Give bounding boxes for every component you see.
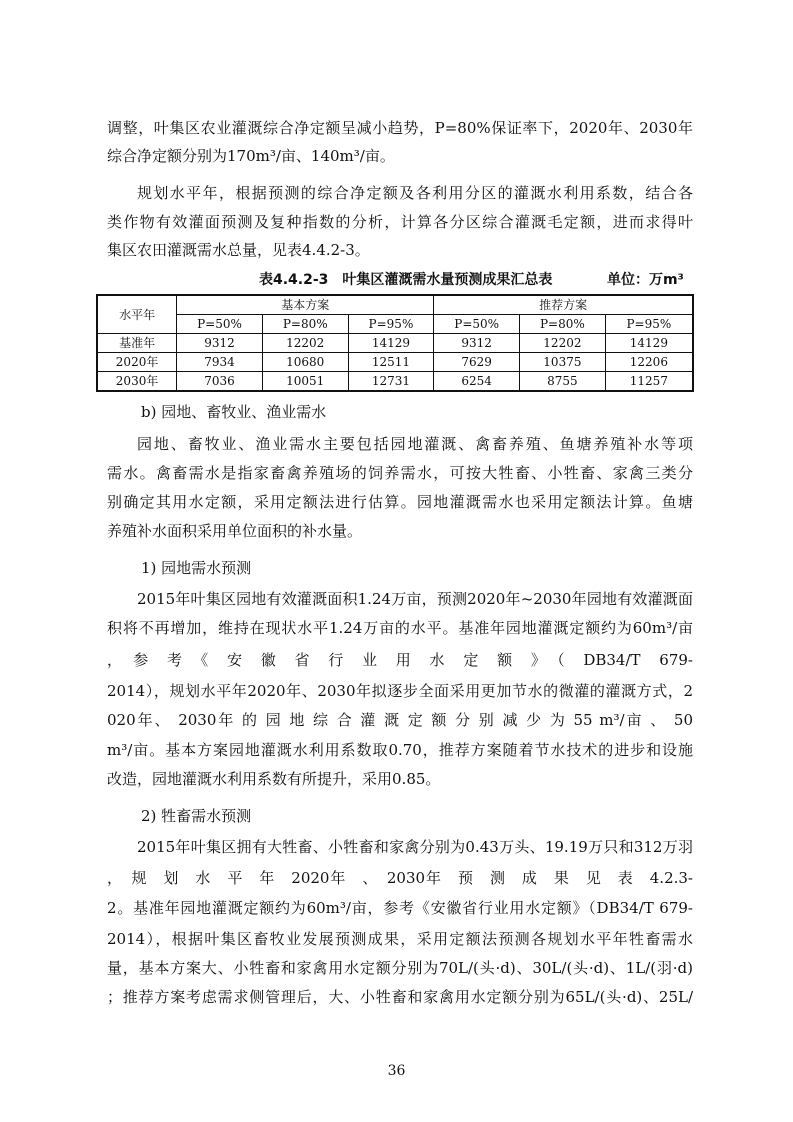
body-text-line: 积将不再增加，维持在现状水平1.24万亩的水平。基准年园地灌溉定额约为60m³/亩 xyxy=(107,619,693,637)
body-text-line: 020年、 2030年 的 园 地 综 合 灌 溉 定 额 分 别 减 少 为 55 m³/亩 、 50 xyxy=(107,711,693,729)
value-cell: 7036 xyxy=(177,372,263,392)
body-text-line: 规划水平年，根据预测的综合净定额及各利用分区的灌溉水利用系数，结合各 xyxy=(137,184,693,202)
value-cell: 10375 xyxy=(520,353,606,372)
subheader-cell: P=80% xyxy=(520,315,606,334)
body-text-line: 2015年叶集区拥有大牲畜、小牲畜和家禽分别为0.43万头、19.19万只和312万羽 xyxy=(137,838,693,856)
group-header-basic: 基本方案 xyxy=(177,295,434,315)
body-text-line: 综合净定额分别为170m³/亩、140m³/亩。 xyxy=(107,147,395,165)
irrigation-demand-table xyxy=(96,294,694,392)
value-cell: 12202 xyxy=(262,334,348,353)
subheader-cell: P=95% xyxy=(348,315,434,334)
body-text-line: 2015年叶集区园地有效灌溉面积1.24万亩，预测2020年~2030年园地有效灌溉面 xyxy=(137,590,693,608)
value-cell: 7629 xyxy=(434,353,520,372)
table-subheader-row xyxy=(97,315,693,334)
page-number: 36 xyxy=(387,1063,406,1079)
section-heading: b) 园地、畜牧业、渔业需水 xyxy=(141,403,327,421)
table-title: 表4.4.2-3 叶集区灌溉需水量预测成果汇总表 xyxy=(259,272,553,288)
body-text-line: 改造，园地灌溉水利用系数有所提升，采用0.85。 xyxy=(107,770,441,788)
body-text-line: 类作物有效灌面预测及复种指数的分析，计算各分区综合灌溉毛定额，进而求得叶 xyxy=(107,213,693,231)
body-text-line: 需水。禽畜需水是指家畜禽养殖场的饲养需水，可按大牲畜、小牲畜、家禽三类分 xyxy=(107,464,693,482)
year-cell: 2020年 xyxy=(97,353,177,372)
value-cell: 7934 xyxy=(177,353,263,372)
value-cell: 10051 xyxy=(262,372,348,392)
group-header-recommended: 推荐方案 xyxy=(434,295,693,315)
table-row xyxy=(97,353,693,372)
year-cell: 2030年 xyxy=(97,372,177,392)
subheader-cell: P=50% xyxy=(434,315,520,334)
value-cell: 11257 xyxy=(605,372,693,392)
value-cell: 8755 xyxy=(520,372,606,392)
value-cell: 14129 xyxy=(348,334,434,353)
subheader-cell: P=95% xyxy=(605,315,693,334)
value-cell: 9312 xyxy=(177,334,263,353)
value-cell: 9312 xyxy=(434,334,520,353)
table-row xyxy=(97,334,693,353)
subsection-heading: 2) 牲畜需水预测 xyxy=(141,807,252,825)
body-text-line: m³/亩。基本方案园地灌溉水利用系数取0.70，推荐方案随着节水技术的进步和设施 xyxy=(107,741,693,759)
subheader-cell: P=80% xyxy=(262,315,348,334)
body-text-line: 园地、畜牧业、渔业需水主要包括园地灌溉、禽畜养殖、鱼塘养殖补水等项 xyxy=(137,435,693,453)
subsection-heading: 1) 园地需水预测 xyxy=(141,559,252,577)
value-cell: 10680 xyxy=(262,353,348,372)
subheader-cell: P=50% xyxy=(177,315,263,334)
body-text-line: 2014），规划水平年2020年、2030年拟逐步全面采用更加节水的微灌的灌溉方式，2 xyxy=(107,682,693,700)
body-text-line: 调整，叶集区农业灌溉综合净定额呈减小趋势，P=80%保证率下，2020年、2030年 xyxy=(107,119,693,137)
body-text-line: 量，基本方案大、小牲畜和家禽用水定额分别为70L/(头·d)、30L/(头·d)、1L/(羽·d) xyxy=(107,959,693,977)
body-text-line: 养殖补水面积采用单位面积的补水量。 xyxy=(107,522,363,540)
body-text-line: 2。基准年园地灌溉定额约为60m³/亩，参考《安徽省行业用水定额》（DB34/T 679- xyxy=(107,899,693,917)
value-cell: 12202 xyxy=(520,334,606,353)
table-header-row xyxy=(97,295,693,315)
row-header-cell: 水平年 xyxy=(97,295,177,334)
value-cell: 6254 xyxy=(434,372,520,392)
table-row xyxy=(97,372,693,392)
value-cell: 12731 xyxy=(348,372,434,392)
body-text-line: 集区农田灌溉需水总量，见表4.4.2-3。 xyxy=(107,241,370,259)
value-cell: 14129 xyxy=(605,334,693,353)
body-text-line: ；推荐方案考虑需求侧管理后，大、小牲畜和家禽用水定额分别为65L/(头·d)、25L/ xyxy=(107,988,693,1006)
value-cell: 12511 xyxy=(348,353,434,372)
year-cell: 基准年 xyxy=(97,334,177,353)
value-cell: 12206 xyxy=(605,353,693,372)
body-text-line: 2014），根据叶集区畜牧业发展预测成果，采用定额法预测各规划水平年牲畜需水 xyxy=(107,930,693,948)
body-text-line: ， 规 划 水 平 年 2020年 、 2030年 预 测 成 果 见 表 4.2.3- xyxy=(107,869,693,887)
body-text-line: 别确定其用水定额，采用定额法进行估算。园地灌溉需水也采用定额法计算。鱼塘 xyxy=(107,493,693,511)
table-unit: 单位：万m³ xyxy=(607,272,684,288)
body-text-line: ， 参 考 《 安 徽 省 行 业 用 水 定 额 》 （ DB34/T 679- xyxy=(107,651,693,669)
